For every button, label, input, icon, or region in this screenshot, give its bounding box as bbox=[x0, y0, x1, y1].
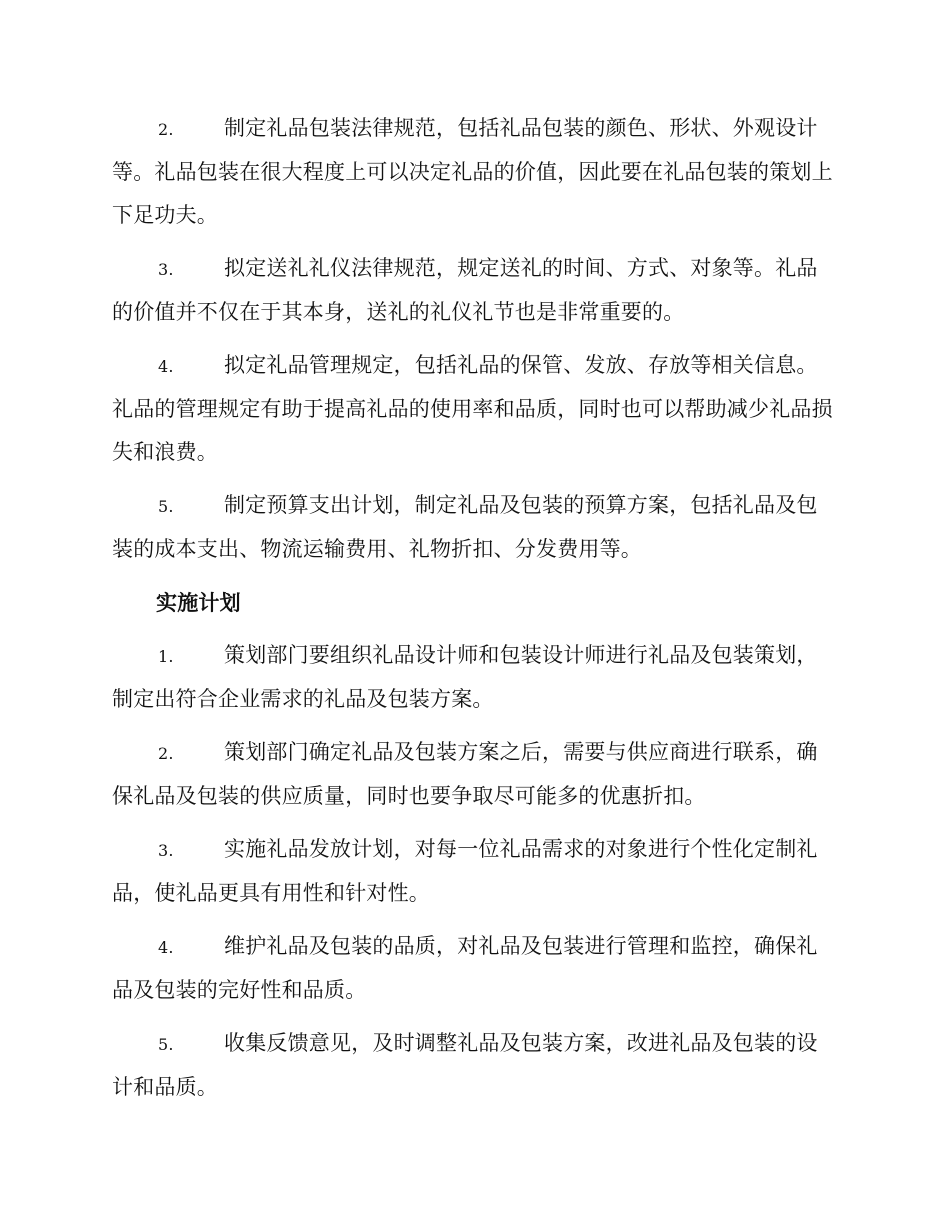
item-number: 5. bbox=[158, 1035, 174, 1054]
item-number: 3. bbox=[158, 260, 174, 279]
list-item bbox=[112, 344, 836, 474]
list-item bbox=[112, 634, 836, 721]
list-item bbox=[112, 731, 836, 818]
list-item bbox=[112, 1022, 836, 1109]
item-text: 制定礼品包装法律规范，包括礼品包装的颜色、形状、外观设计等。礼品包装在很大程度上可以决定礼品的价值，因此要在礼品包装的策划上下足功夫。 bbox=[112, 116, 833, 227]
item-text: 拟定礼品管理规定，包括礼品的保管、发放、存放等相关信息。礼品的管理规定有助于提高礼品的使用率和品质，同时也可以帮助减少礼品损失和浪费。 bbox=[112, 353, 833, 464]
document-body bbox=[112, 107, 836, 1119]
item-number: 2. bbox=[158, 744, 174, 763]
list-item bbox=[112, 925, 836, 1012]
item-number: 3. bbox=[158, 841, 174, 860]
item-text: 制定预算支出计划，制定礼品及包装的预算方案，包括礼品及包装的成本支出、物流运输费用、礼物折扣、分发费用等。 bbox=[112, 493, 818, 561]
item-number: 2. bbox=[158, 120, 174, 139]
list-item bbox=[112, 107, 836, 237]
list-item bbox=[112, 247, 836, 334]
item-text: 收集反馈意见，及时调整礼品及包装方案，改进礼品及包装的设计和品质。 bbox=[112, 1031, 818, 1099]
item-text: 实施礼品发放计划，对每一位礼品需求的对象进行个性化定制礼品，使礼品更具有用性和针对性。 bbox=[112, 837, 818, 905]
item-text: 策划部门要组织礼品设计师和包装设计师进行礼品及包装策划，制定出符合企业需求的礼品及包装方案。 bbox=[112, 643, 818, 711]
item-text: 策划部门确定礼品及包装方案之后，需要与供应商进行联系，确保礼品及包装的供应质量，同时也要争取尽可能多的优惠折扣。 bbox=[112, 740, 818, 808]
item-text: 拟定送礼礼仪法律规范，规定送礼的时间、方式、对象等。礼品的价值并不仅在于其本身，送礼的礼仪礼节也是非常重要的。 bbox=[112, 256, 818, 324]
item-number: 5. bbox=[158, 497, 174, 516]
item-number: 4. bbox=[158, 938, 174, 957]
list-item bbox=[112, 484, 836, 571]
section-heading: 实施计划 bbox=[156, 590, 241, 615]
item-number: 4. bbox=[158, 357, 174, 376]
item-number: 1. bbox=[158, 647, 174, 666]
item-text: 维护礼品及包装的品质，对礼品及包装进行管理和监控，确保礼品及包装的完好性和品质。 bbox=[112, 934, 818, 1002]
list-item bbox=[112, 828, 836, 915]
